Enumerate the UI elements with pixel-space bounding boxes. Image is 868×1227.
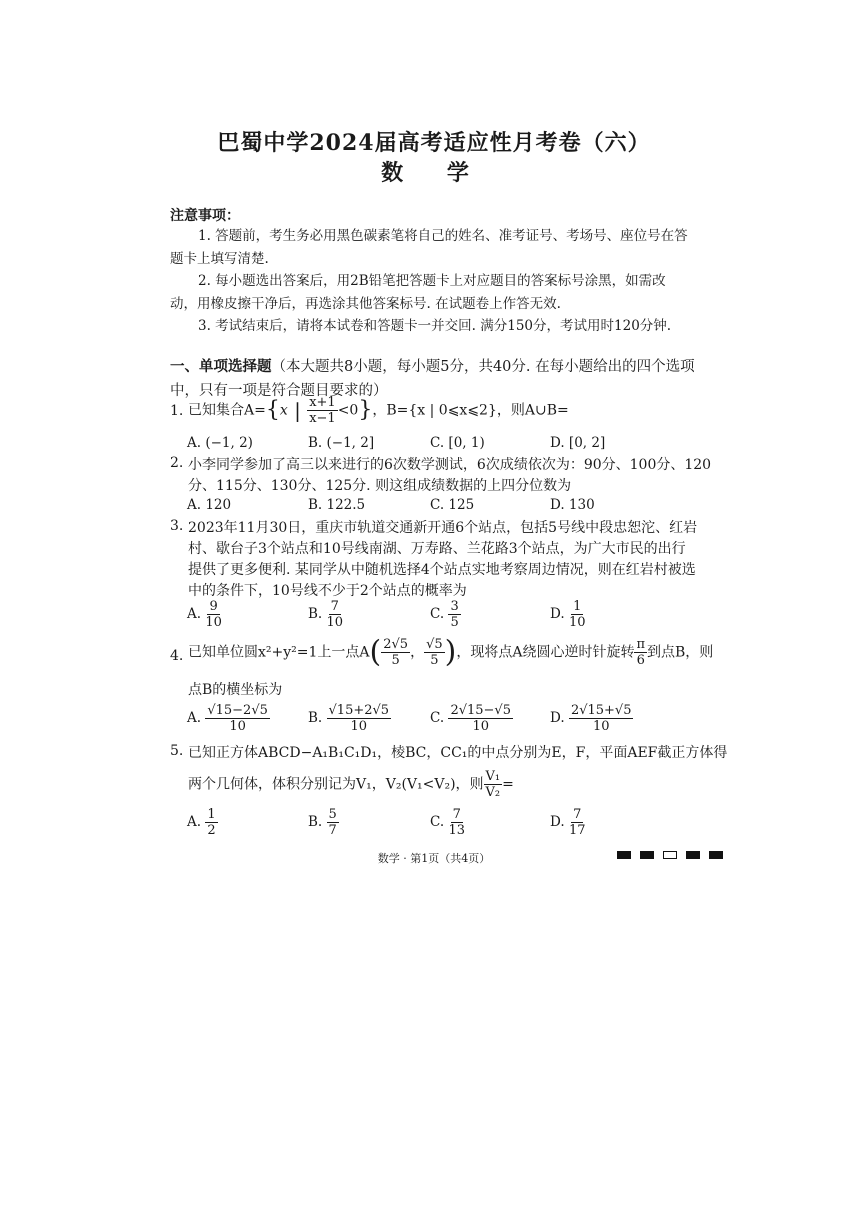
question-1-stem: 已知集合A={x | $\frac{x+1}{x-1}$ <0}，B={x | 0⩽x⩽2}，则A∪B= — [188, 395, 569, 426]
q1-text-a: 已知集合A= — [188, 402, 266, 419]
subject-title: 数 学 — [381, 160, 487, 186]
alignment-mark-filled — [617, 851, 631, 859]
notice-item-3: 3. 考试结束后，请将本试卷和答题卡一并交回. 满分150分，考试用时120分钟. — [198, 318, 672, 334]
q2-option-d: D. 130 — [550, 497, 595, 513]
q3-option-c: C. $\frac{3}{5}$ — [430, 599, 459, 630]
question-2-number: 2. — [170, 455, 184, 471]
q5-option-b: B. $\frac{5}{7}$ — [308, 807, 337, 838]
question-4-number: 4. — [170, 648, 184, 664]
alignment-mark-filled — [686, 851, 700, 859]
q1-fraction: $\frac{x+1}{x-1}$ — [309, 395, 336, 426]
q3-option-d: D. $\frac{1}{10}$ — [550, 599, 586, 630]
q5-option-a: A. $\frac{1}{2}$ — [187, 807, 216, 838]
q5-line-1: 已知正方体ABCD−A₁B₁C₁D₁，棱BC，CC₁的中点分别为E，F，平面AEF截正方体得 — [188, 745, 728, 761]
q1-text-c: ，B={x | 0⩽x⩽2}，则A∪B= — [372, 402, 569, 419]
q5-option-d: D. $\frac{7}{17}$ — [550, 807, 586, 838]
exam-title: 巴蜀中学2024届高考适应性月考卷（六） — [217, 130, 651, 156]
page-footer: 数学 · 第1页（共4页） — [377, 852, 491, 865]
section-description: （本大题共8小题，每小题5分，共40分. 在每小题给出的四个选项中，只有一项是符合题目要求的） — [170, 359, 695, 399]
notice-heading: 注意事项： — [170, 208, 240, 224]
question-3-number: 3. — [170, 518, 184, 534]
q4-option-b: B. $\frac{√15+2√5}{10}$ — [308, 703, 390, 734]
alignment-marks — [617, 851, 723, 859]
q2-option-c: C. 125 — [430, 497, 475, 513]
q1-option-d: D. [0, 2] — [550, 435, 606, 451]
q4-line-2: 点B的横坐标为 — [188, 682, 283, 698]
q1-set-var: x — [279, 402, 288, 419]
q2-option-b: B. 122.5 — [308, 497, 366, 513]
q3-option-b: B. $\frac{7}{10}$ — [308, 599, 344, 630]
alignment-mark-filled — [640, 851, 654, 859]
q4-option-d: D. $\frac{2√15+√5}{10}$ — [550, 703, 632, 734]
question-5-number: 5. — [170, 743, 184, 759]
q2-line-1: 小李同学参加了高三以来进行的6次数学测试，6次成绩依次为：90分、100分、120 — [188, 457, 712, 473]
alignment-mark-hollow — [663, 851, 677, 859]
notice-item-1: 1. 答题前，考生务必用黑色碳素笔将自己的姓名、准考证号、考场号、座位号在答题卡上填写清楚. — [170, 228, 688, 267]
q3-line-1: 2023年11月30日，重庆市轨道交通新开通6个站点，包括5号线中段忠恕沱、红岩 — [188, 520, 698, 536]
section-heading: 一、单项选择题 — [170, 358, 272, 375]
q1-option-a: A. (−1, 2) — [187, 435, 253, 451]
q1-option-b: B. (−1, 2] — [308, 435, 375, 451]
q3-line-4: 中的条件下，10号线不少于2个站点的概率为 — [188, 583, 467, 599]
question-1-number: 1. — [170, 403, 184, 419]
q3-option-a: A. $\frac{9}{10}$ — [187, 599, 222, 630]
q4-option-c: C. $\frac{2√15-√5}{10}$ — [430, 703, 511, 734]
notice-item-2: 2. 每小题选出答案后，用2B铅笔把答题卡上对应题目的答案标号涂黑，如需改动，用橡皮擦干净后，再选涂其他答案标号. 在试题卷上作答无效. — [170, 273, 666, 312]
q4-option-a: A. $\frac{√15-2√5}{10}$ — [187, 703, 268, 734]
alignment-mark-filled — [709, 851, 723, 859]
q2-option-a: A. 120 — [187, 497, 232, 513]
q3-line-2: 村、歇台子3个站点和10号线南湖、万寿路、兰花路3个站点，为广大市民的出行 — [188, 541, 686, 557]
q5-option-c: C. $\frac{7}{13}$ — [430, 807, 465, 838]
question-4-stem: 已知单位圆x²+y²=1上一点A( $\frac{2√5}{5}$ ， $\frac{√5}{5}$ )，现将点A绕圆心逆时针旋转 $\frac{\pi}{6}$ 到点B，则 — [188, 634, 714, 670]
q1-option-c: C. [0, 1) — [430, 435, 485, 451]
q2-line-2: 分、115分、130分、125分. 则这组成绩数据的上四分位数为 — [188, 478, 572, 494]
q1-text-b: <0 — [337, 402, 359, 419]
q5-line-2: 两个几何体，体积分别记为V₁，V₂(V₁<V₂)，则 $\frac{\text{V₁}}{\text{V₂}}$ = — [188, 769, 514, 800]
q3-line-3: 提供了更多便利. 某同学从中随机选择4个站点实地考察周边情况，则在红岩村被选 — [188, 562, 696, 578]
